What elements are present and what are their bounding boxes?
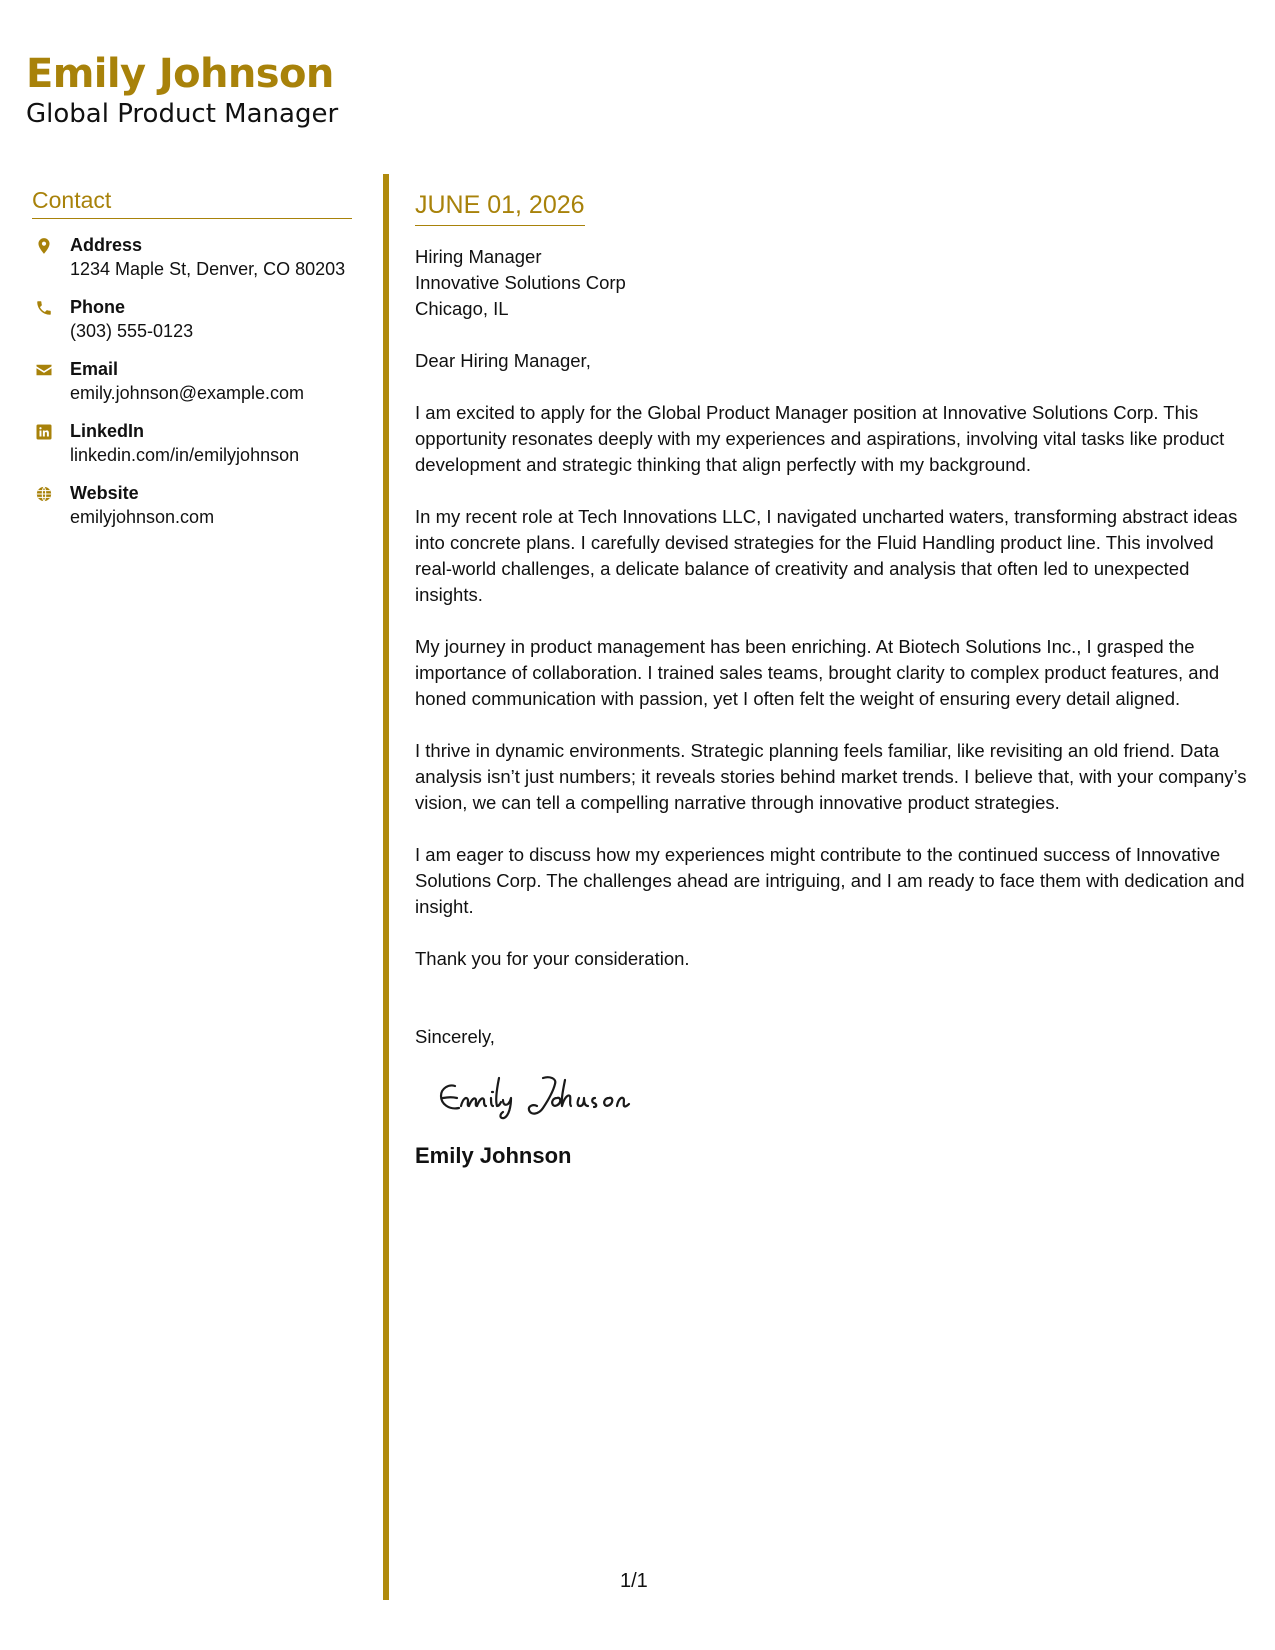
paragraph: In my recent role at Tech Innovations LLC, I navigated uncharted waters, transforming abstract ideas into concrete plans. I carefully devised strategies for the Fluid Handling product line. This involved real-world challenges, a delicate balance of creativity and analysis that often led to unexpected insights. [415, 506, 1238, 605]
paragraph: My journey in product management has been enriching. At Biotech Solutions Inc., I grasped the importance of collaboration. I trained sales teams, brought clarity to complex product features, and honed communication with passion, yet I often felt the weight of ensuring every detail aligned. [415, 636, 1220, 709]
contact-item-phone [32, 295, 352, 343]
contact-label: Address [70, 235, 143, 255]
recipient-name: Hiring Manager [415, 246, 542, 267]
map-pin-icon [34, 236, 54, 256]
closing-line: Thank you for your consideration. [415, 948, 690, 969]
phone-value: (303) 555-0123 [70, 321, 194, 341]
signed-name: Emily Johnson [415, 1143, 572, 1168]
recipient-location: Chicago, IL [415, 298, 509, 319]
handwritten-signature [433, 1068, 673, 1130]
contact-sidebar [32, 186, 352, 543]
sign-off: Sincerely, [415, 1026, 495, 1047]
applicant-name: Emily Johnson [26, 51, 334, 97]
paragraph: I thrive in dynamic environments. Strategic planning feels familiar, like revisiting an old friend. Data analysis isn’t just numbers; it reveals stories behind market trends. I believe that, with your company’s vision, we can tell a compelling narrative through innovative product strategies. [415, 740, 1247, 813]
globe-icon [34, 484, 54, 504]
email-value[interactable]: emily.johnson@example.com [70, 383, 305, 403]
contact-label: Email [70, 359, 119, 379]
contact-heading: Contact [32, 186, 352, 219]
contact-item-address [32, 233, 352, 281]
address-value: 1234 Maple St, Denver, CO 80203 [70, 259, 346, 279]
contact-item-email [32, 357, 352, 405]
letter-body [415, 190, 1255, 1170]
contact-label: LinkedIn [70, 421, 145, 441]
contact-list [32, 233, 352, 529]
contact-item-website [32, 481, 352, 529]
header [26, 48, 338, 130]
envelope-icon [34, 360, 54, 380]
phone-icon [34, 298, 54, 318]
contact-label: Website [70, 483, 139, 503]
paragraph: I am eager to discuss how my experiences might contribute to the continued success of Innovative Solutions Corp. The challenges ahead are intriguing, and I am ready to face them with dedication and insight. [415, 844, 1245, 917]
job-title: Global Product Manager [26, 99, 339, 129]
vertical-divider [383, 174, 389, 1600]
linkedin-icon [34, 422, 54, 442]
contact-item-linkedin [32, 419, 352, 467]
page-number: 1/1 [620, 1570, 648, 1592]
website-value[interactable]: emilyjohnson.com [70, 507, 215, 527]
contact-label: Phone [70, 297, 126, 317]
recipient-company: Innovative Solutions Corp [415, 272, 626, 293]
letter-date: JUNE 01, 2026 [415, 190, 585, 226]
recipient-block [415, 244, 1255, 322]
linkedin-value[interactable]: linkedin.com/in/emilyjohnson [70, 445, 300, 465]
paragraph: I am excited to apply for the Global Product Manager position at Innovative Solutions Corp. This opportunity resonates deeply with my experiences and aspirations, involving vital tasks like product development and strategic thinking that align perfectly with my background. [415, 402, 1225, 475]
greeting: Dear Hiring Manager, [415, 350, 591, 371]
